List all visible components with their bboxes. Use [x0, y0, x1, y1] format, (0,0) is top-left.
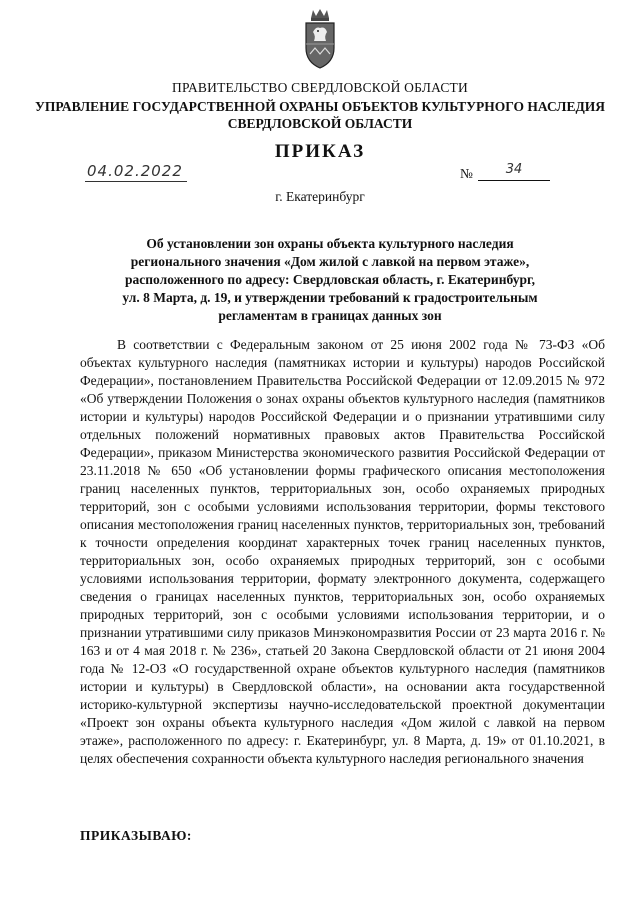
government-name: ПРАВИТЕЛЬСТВО СВЕРДЛОВСКОЙ ОБЛАСТИ	[172, 80, 468, 95]
subject-line-3: расположенного по адресу: Свердловская область, г. Екатеринбург,	[125, 272, 535, 287]
subject-line-4: ул. 8 Марта, д. 19, и утверждении требований к градостроительным	[122, 290, 538, 305]
handwritten-date: 04.02.2022	[85, 163, 187, 182]
coat-of-arms-icon	[302, 8, 338, 72]
department-name	[0, 98, 640, 132]
department-line-2: СВЕРДЛОВСКОЙ ОБЛАСТИ	[227, 116, 413, 131]
subject-line-2: регионального значения «Дом жилой с лавкой на первом этаже»,	[130, 254, 530, 269]
department-line-1: УПРАВЛЕНИЕ ГОСУДАРСТВЕННОЙ ОХРАНЫ ОБЪЕКТОВ КУЛЬТУРНОГО НАСЛЕДИЯ	[34, 99, 606, 114]
decree-heading: ПРИКАЗЫВАЮ:	[80, 828, 192, 843]
document-type-title: ПРИКАЗ	[274, 141, 366, 162]
number-label: №	[460, 166, 473, 181]
subject-line-5: регламентам в границах данных зон	[218, 308, 442, 323]
city-name: г. Екатеринбург	[275, 189, 365, 204]
legal-basis-paragraph: В соответствии с Федеральным законом от 25 июня 2002 года № 73-ФЗ «Об объектах культурного наследия (памятниках истории и культуры) народов Российской Федерации», постановлением Правительства Российской Федерации от 12.09.2015 № 972 «Об утверждении Положения о зонах охраны объектов культурного наследия (памятников истории и культуры) народов Российской Федерации и о признании утратившими силу отдельных положений нормативных правовых актов Правительства Российской Федерации», приказом Министерства экономического развития Российской Федерации от 23.11.2018 № 650 «Об установлении формы графического описания местоположения границ населенных пунктов, территориальных зон, особо охраняемых природных территорий, зон с особыми условиями использования территории, формы текстового описания местоположения границ населенных пунктов, территориальных зон, требований к точности определения координат характерных точек границ населенных пунктов, территориальных зон, особо охраняемых природных территорий, зон с особыми условиями использования территории, формату электронного документа, содержащего сведения о границах населенных пунктов, территориальных зон, особо охраняемых природных территорий, зон с особыми условиями использования территории, и о признании утратившими силу приказов Минэкономразвития России от 23 марта 2016 г. № 163 и от 4 мая 2018 г. № 236», статьей 20 Закона Свердловской области от 21 июня 2004 года № 12-ОЗ «О государственной охране объектов культурного наследия (памятников истории и культуры) в Свердловской области», на основании акта государственной историко-культурной экспертизы научно-исследовательской проектной документации «Проект зон охраны объекта культурного наследия «Дом жилой с лавкой на первом этаже», расположенного по адресу: г. Екатеринбург, ул. 8 Марта, д. 19» от 01.10.2021, в целях обеспечения сохранности объекта культурного наследия регионального значения	[80, 337, 605, 766]
subject-line-1: Об установлении зон охраны объекта культурного наследия	[146, 236, 514, 251]
handwritten-number: 34	[478, 163, 550, 181]
document-subject	[80, 235, 580, 325]
